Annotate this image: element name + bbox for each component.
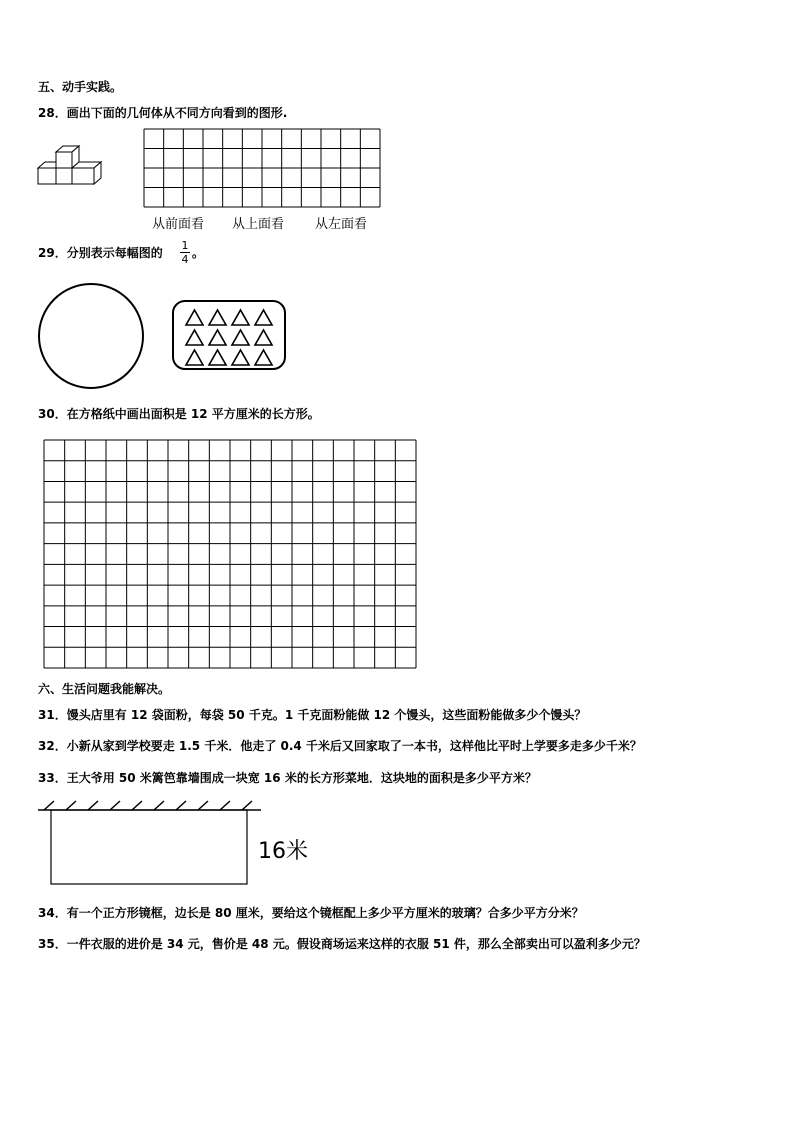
triangle-icon: [255, 350, 272, 365]
question-text: 在方格纸中画出面积是 12 平方厘米的长方形。: [66, 407, 320, 421]
triangle-icon: [232, 350, 249, 365]
question-29-end: 。: [192, 246, 205, 260]
question-number: 30．: [38, 407, 67, 421]
square-grid-paper[interactable]: [43, 439, 419, 671]
question-30: [38, 407, 320, 421]
question-text: 小新从家到学校要走 1.5 千米．他走了 0.4 千米后又回家取了一本书，这样他比平时上学要多走多少千米？: [66, 739, 642, 753]
question-text: 王大爷用 50 米篱笆靠墙围成一块宽 16 米的长方形菜地．这块地的面积是多少平方米？: [66, 771, 537, 785]
question-text: 馒头店里有 12 袋面粉，每袋 50 千克。1 千克面粉能做 12 个馒头，这些面粉能做多少个馒头？: [66, 708, 587, 722]
question-32: [38, 739, 642, 753]
question-31: [38, 708, 586, 722]
question-text: 画出下面的几何体从不同方向看到的图形.: [66, 106, 288, 120]
fraction-denominator: 4: [181, 253, 189, 266]
triangle-icon: [255, 330, 272, 345]
section-5-title: 五、动手实践。: [38, 80, 123, 94]
section-6-title: 六、生活问题我能解决。: [38, 682, 171, 696]
vegetable-plot-diagram: [36, 798, 266, 890]
wall-hatch: [176, 801, 186, 810]
triangle-icon: [255, 310, 272, 325]
triangle-icon: [209, 330, 226, 345]
left-view-label: 从左面看: [315, 217, 368, 232]
question-text: 分别表示每幅图的: [66, 246, 163, 260]
question-28: [38, 106, 287, 120]
plot-width-label: 16米: [258, 839, 308, 864]
fraction-one-quarter: [180, 240, 190, 265]
question-text: 一件衣服的进价是 34 元，售价是 48 元。假设商场运来这样的衣服 51 件，那么全部卖出可以盈利多少元？: [66, 937, 646, 951]
question-number: 34．: [38, 906, 67, 920]
wall-hatch: [132, 801, 142, 810]
question-29: [38, 246, 163, 260]
triangle-icon: [186, 310, 203, 325]
top-view-label: 从上面看: [232, 217, 285, 232]
wall-hatch: [88, 801, 98, 810]
question-34: [38, 906, 584, 920]
question-number: 28．: [38, 106, 67, 120]
triangle-icon: [232, 330, 249, 345]
wall-hatch: [220, 801, 230, 810]
wall-hatch: [110, 801, 120, 810]
wall-hatch: [198, 801, 208, 810]
view-drawing-grid[interactable]: [143, 128, 383, 210]
triangles-panel[interactable]: [170, 298, 290, 372]
question-number: 29．: [38, 246, 67, 260]
triangle-icon: [186, 350, 203, 365]
wall-hatch: [242, 801, 252, 810]
cube-solid-figure: [34, 144, 106, 194]
circle-figure[interactable]: [36, 282, 148, 392]
fraction-numerator: 1: [181, 239, 189, 252]
wall-hatch: [44, 801, 54, 810]
triangle-icon: [209, 310, 226, 325]
wall-hatch: [66, 801, 76, 810]
question-33: [38, 771, 537, 785]
triangle-icon: [232, 310, 249, 325]
question-number: 33．: [38, 771, 67, 785]
front-view-label: 从前面看: [152, 217, 205, 232]
question-35: [38, 937, 646, 951]
question-number: 32．: [38, 739, 67, 753]
question-number: 35．: [38, 937, 67, 951]
triangle-icon: [209, 350, 226, 365]
question-number: 31．: [38, 708, 67, 722]
wall-hatch: [154, 801, 164, 810]
triangle-icon: [186, 330, 203, 345]
question-text: 有一个正方形镜框，边长是 80 厘米，要给这个镜框配上多少平方厘米的玻璃？合多少平方分米？: [66, 906, 584, 920]
